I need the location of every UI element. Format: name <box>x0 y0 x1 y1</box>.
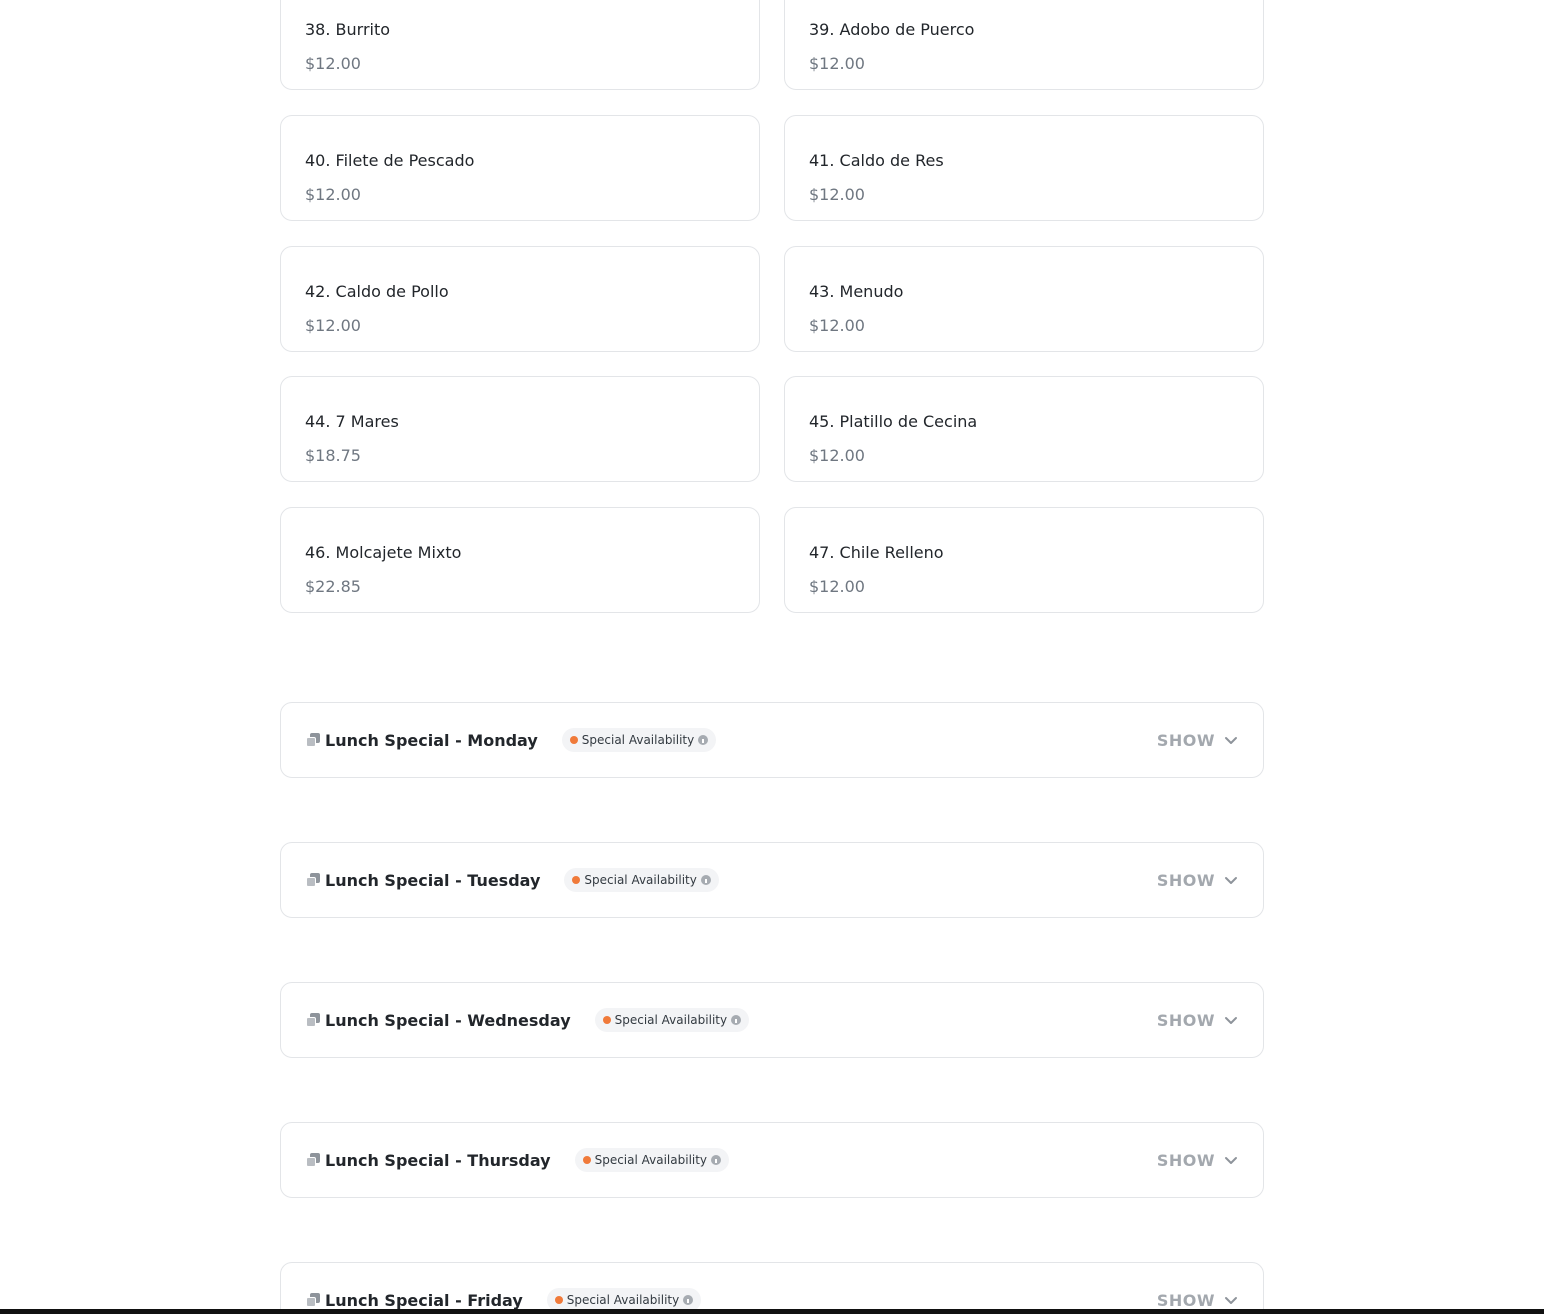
menu-item-card[interactable] <box>784 115 1264 221</box>
section-lunch-special-monday[interactable] <box>280 702 1264 778</box>
show-toggle-label: SHOW <box>1156 1290 1215 1310</box>
menu-item-price: $12.00 <box>809 315 865 335</box>
badge-label: Special Availability <box>614 1013 728 1027</box>
section-title: Lunch Special - Monday <box>325 730 538 750</box>
chevron-down-icon <box>1223 1152 1239 1168</box>
special-availability-badge[interactable] <box>575 1148 729 1172</box>
special-availability-badge[interactable] <box>595 1008 749 1032</box>
show-toggle-label: SHOW <box>1156 870 1215 890</box>
info-icon[interactable] <box>701 875 711 885</box>
section-title: Lunch Special - Friday <box>325 1290 523 1310</box>
menu-item-name: 40. Filete de Pescado <box>305 150 475 170</box>
show-toggle-button[interactable] <box>1157 731 1239 750</box>
chevron-down-icon <box>1223 872 1239 888</box>
menu-item-price: $12.00 <box>809 54 865 73</box>
menu-item-card[interactable] <box>784 0 1264 90</box>
info-icon[interactable] <box>698 735 708 745</box>
status-dot-icon <box>555 1296 563 1304</box>
show-toggle-label: SHOW <box>1156 1010 1215 1030</box>
menu-item-name: 45. Platillo de Cecina <box>809 412 978 432</box>
special-availability-badge[interactable] <box>564 868 718 892</box>
status-dot-icon <box>572 876 580 884</box>
menu-item-price: $12.00 <box>305 315 361 335</box>
special-availability-badge[interactable] <box>562 728 716 752</box>
status-dot-icon <box>603 1016 611 1024</box>
menu-item-price: $12.00 <box>809 446 865 466</box>
menu-stack-icon <box>305 1292 321 1308</box>
menu-item-card[interactable] <box>784 376 1264 482</box>
menu-item-grid <box>280 0 1264 613</box>
menu-item-name: 38. Burrito <box>305 20 391 39</box>
bottom-edge-bar <box>0 1309 1544 1314</box>
menu-item-name: 39. Adobo de Puerco <box>809 20 975 39</box>
section-lunch-special-wednesday[interactable] <box>280 982 1264 1058</box>
badge-label: Special Availability <box>594 1153 708 1167</box>
menu-item-card[interactable] <box>784 507 1264 613</box>
info-icon[interactable] <box>711 1155 721 1165</box>
chevron-down-icon <box>1223 1292 1239 1308</box>
menu-item-card[interactable] <box>280 0 760 90</box>
section-title: Lunch Special - Thursday <box>325 1150 551 1170</box>
section-title: Lunch Special - Tuesday <box>325 870 541 890</box>
section-lunch-special-friday[interactable] <box>280 1262 1264 1314</box>
menu-item-price: $12.00 <box>305 54 361 73</box>
info-icon[interactable] <box>683 1295 693 1305</box>
menu-item-price: $18.75 <box>305 446 361 466</box>
chevron-down-icon <box>1223 732 1239 748</box>
menu-stack-icon <box>305 732 321 748</box>
menu-item-name: 44. 7 Mares <box>305 412 399 432</box>
badge-label: Special Availability <box>566 1293 680 1307</box>
menu-item-price: $12.00 <box>809 184 865 204</box>
chevron-down-icon <box>1223 1012 1239 1028</box>
show-toggle-button[interactable] <box>1157 871 1239 890</box>
section-lunch-special-thursday[interactable] <box>280 1122 1264 1198</box>
menu-stack-icon <box>305 1012 321 1028</box>
show-toggle-label: SHOW <box>1156 730 1215 750</box>
info-icon[interactable] <box>731 1015 741 1025</box>
menu-stack-icon <box>305 872 321 888</box>
show-toggle-label: SHOW <box>1156 1150 1215 1170</box>
status-dot-icon <box>583 1156 591 1164</box>
show-toggle-button[interactable] <box>1157 1011 1239 1030</box>
badge-label: Special Availability <box>584 873 697 887</box>
menu-item-price: $12.00 <box>305 184 361 204</box>
menu-item-price: $12.00 <box>809 577 865 597</box>
menu-item-card[interactable] <box>784 246 1264 352</box>
menu-item-name: 46. Molcajete Mixto <box>305 543 462 563</box>
show-toggle-button[interactable] <box>1157 1291 1239 1310</box>
menu-item-price: $22.85 <box>305 577 361 597</box>
section-lunch-special-tuesday[interactable] <box>280 842 1264 918</box>
menu-item-card[interactable] <box>280 376 760 482</box>
menu-item-card[interactable] <box>280 246 760 352</box>
badge-label: Special Availability <box>581 733 695 747</box>
menu-item-card[interactable] <box>280 507 760 613</box>
show-toggle-button[interactable] <box>1157 1151 1239 1170</box>
menu-item-name: 42. Caldo de Pollo <box>305 281 449 301</box>
status-dot-icon <box>570 736 578 744</box>
menu-item-name: 43. Menudo <box>809 281 904 301</box>
menu-item-card[interactable] <box>280 115 760 221</box>
menu-item-name: 41. Caldo de Res <box>809 150 944 170</box>
menu-item-name: 47. Chile Relleno <box>809 543 944 563</box>
menu-stack-icon <box>305 1152 321 1168</box>
section-title: Lunch Special - Wednesday <box>325 1010 571 1030</box>
